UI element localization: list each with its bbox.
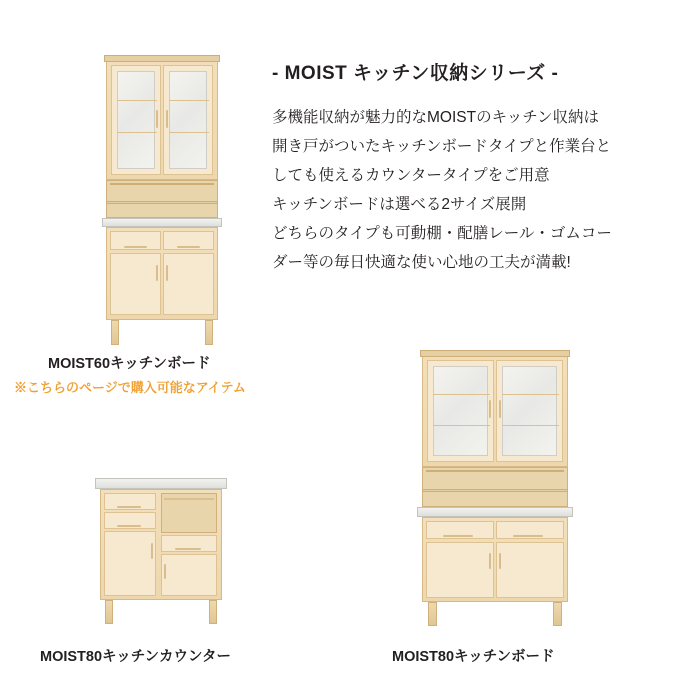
drawer-handle (177, 246, 200, 248)
door-handle (164, 564, 166, 579)
door-handle (499, 400, 501, 418)
shelf-divider (106, 201, 218, 204)
shelf-divider (422, 489, 568, 492)
lower-door-right (496, 542, 564, 598)
shelf-line (502, 394, 559, 395)
shelf-line (433, 425, 490, 426)
drawer-handle (124, 246, 147, 248)
glass-pane (502, 366, 557, 456)
caption-moist80-board: MOIST80キッチンボード (392, 649, 555, 665)
door-handle (156, 110, 158, 128)
caption-moist60-board: MOIST60キッチンボード (48, 356, 211, 372)
door-handle (489, 553, 491, 569)
description-text (272, 103, 684, 277)
niche-shelf-line (164, 498, 214, 500)
cabinet-leg (111, 320, 119, 345)
open-shelf-cavity (106, 180, 218, 218)
drawer-handle (117, 506, 141, 508)
lower-door-left (426, 542, 494, 598)
door-handle (489, 400, 491, 418)
upper-door-right (163, 65, 213, 175)
upper-door-left (111, 65, 161, 175)
shelf-line (117, 132, 157, 133)
cabinet-leg (428, 602, 437, 626)
page-title: - MOIST キッチン収納シリーズ - (272, 63, 559, 84)
door-handle (166, 265, 168, 281)
cornice (104, 55, 220, 62)
shelf-line (117, 100, 157, 101)
product-image-moist60-board (100, 55, 226, 345)
lower-door-right (163, 253, 214, 315)
cabinet-door-right (161, 554, 217, 596)
counter-top (417, 507, 573, 517)
open-shelf-cavity (422, 467, 568, 507)
door-handle (156, 265, 158, 281)
description-line: ダー等の毎日快適な使い心地の工夫が満載! (272, 254, 571, 271)
counter-leg (209, 600, 217, 624)
counter-leg (105, 600, 113, 624)
counter-top (95, 478, 227, 489)
cabinet-leg (553, 602, 562, 626)
door-handle (499, 553, 501, 569)
upper-door-left (427, 360, 494, 462)
description-line: キッチンボードは選べる2サイズ展開 (272, 196, 527, 213)
product-image-moist80-board (415, 350, 575, 626)
drawer-handle (117, 525, 141, 527)
drawer-handle (175, 548, 201, 550)
glass-pane (169, 71, 207, 169)
lower-door-left (110, 253, 161, 315)
description-line: しても使えるカウンタータイプをご用意 (272, 167, 550, 184)
glass-pane (117, 71, 155, 169)
back-panel-line (110, 183, 214, 185)
cornice (420, 350, 570, 357)
door-handle (166, 110, 168, 128)
description-line: どちらのタイプも可動棚・配膳レール・ゴムコー (272, 225, 612, 242)
drawer-handle (513, 535, 543, 537)
door-handle (151, 543, 153, 559)
drawer-handle (443, 535, 473, 537)
caption-moist60-note: ※こちらのページで購入可能なアイテム (14, 380, 246, 395)
description-line: 多機能収納が魅力的なMOISTのキッチン収納は (272, 109, 599, 126)
upper-door-right (496, 360, 563, 462)
cabinet-leg (205, 320, 213, 345)
shelf-line (502, 425, 559, 426)
back-panel-line (426, 470, 564, 472)
shelf-line (433, 394, 490, 395)
caption-moist80-counter: MOIST80キッチンカウンター (40, 649, 231, 665)
glass-pane (433, 366, 488, 456)
description-line: 開き戸がついたキッチンボードタイプと作業台と (272, 138, 612, 155)
shelf-line (169, 132, 209, 133)
cabinet-door-left (104, 531, 156, 596)
product-image-moist80-counter (95, 478, 227, 626)
counter-top (102, 218, 222, 227)
shelf-line (169, 100, 209, 101)
